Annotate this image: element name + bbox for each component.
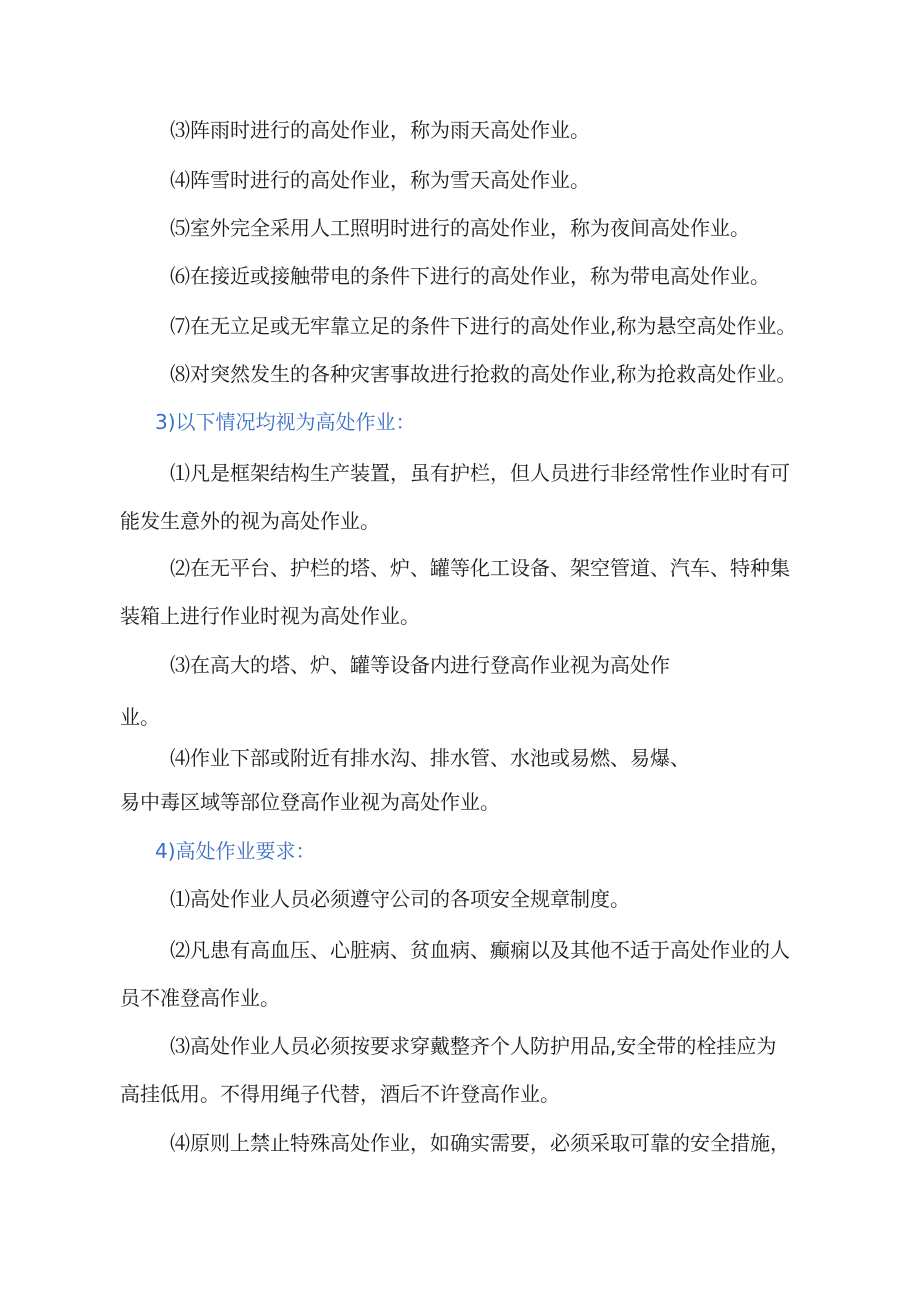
paragraph-safety-rules: ⑴高处作业人员必须遵守公司的各项安全规章制度。 [170,887,630,911]
paragraph-frame-structure-line2: 能发生意外的视为高处作业。 [120,509,380,533]
paragraph-drainage-area-line2: 易中毒区域等部位登高作业视为高处作业。 [120,790,500,814]
paragraph-rescue-work: ⑻对突然发生的各种灾害事故进行抢救的高处作业,称为抢救高处作业。 [170,362,797,386]
paragraph-no-platform-line1: ⑵在无平台、护栏的塔、炉、罐等化工设备、架空管道、汽车、特种集 [170,556,790,580]
paragraph-frame-structure-line1: ⑴凡是框架结构生产装置，虽有护栏，但人员进行非经常性作业时有可 [170,461,790,485]
paragraph-protective-equipment-line1: ⑶高处作业人员必须按要求穿戴整齐个人防护用品,安全带的栓挂应为 [170,1034,777,1058]
section-heading-situations: 3)以下情况均视为高处作业： [155,410,416,434]
paragraph-no-platform-line2: 装箱上进行作业时视为高处作业。 [120,604,420,628]
paragraph-suspended-work: ⑺在无立足或无牢靠立足的条件下进行的高处作业,称为悬空高处作业。 [170,314,797,338]
paragraph-inside-equipment-line1: ⑶在高大的塔、炉、罐等设备内进行登高作业视为高处作 [170,653,670,677]
paragraph-drainage-area-line1: ⑷作业下部或附近有排水沟、排水管、水池或易燃、易爆、 [170,746,690,770]
paragraph-special-work-prohibition: ⑷原则上禁止特殊高处作业，如确实需要，必须采取可靠的安全措施， [170,1131,790,1155]
paragraph-health-restrictions-line1: ⑵凡患有高血压、心脏病、贫血病、癫痫以及其他不适于高处作业的人 [170,938,790,962]
paragraph-live-electric-work: ⑹在接近或接触带电的条件下进行的高处作业，称为带电高处作业。 [170,264,770,288]
paragraph-night-work: ⑸室外完全采用人工照明时进行的高处作业，称为夜间高处作业。 [170,216,750,240]
section-heading-requirements: 4)高处作业要求： [155,839,316,863]
paragraph-snow-work: ⑷阵雪时进行的高处作业，称为雪天高处作业。 [170,168,590,192]
paragraph-health-restrictions-line2: 员不准登高作业。 [120,986,280,1010]
paragraph-inside-equipment-line2: 业。 [120,705,160,729]
paragraph-rain-work: ⑶阵雨时进行的高处作业，称为雨天高处作业。 [170,118,590,142]
paragraph-protective-equipment-line2: 高挂低用。不得用绳子代替，酒后不许登高作业。 [120,1082,560,1106]
